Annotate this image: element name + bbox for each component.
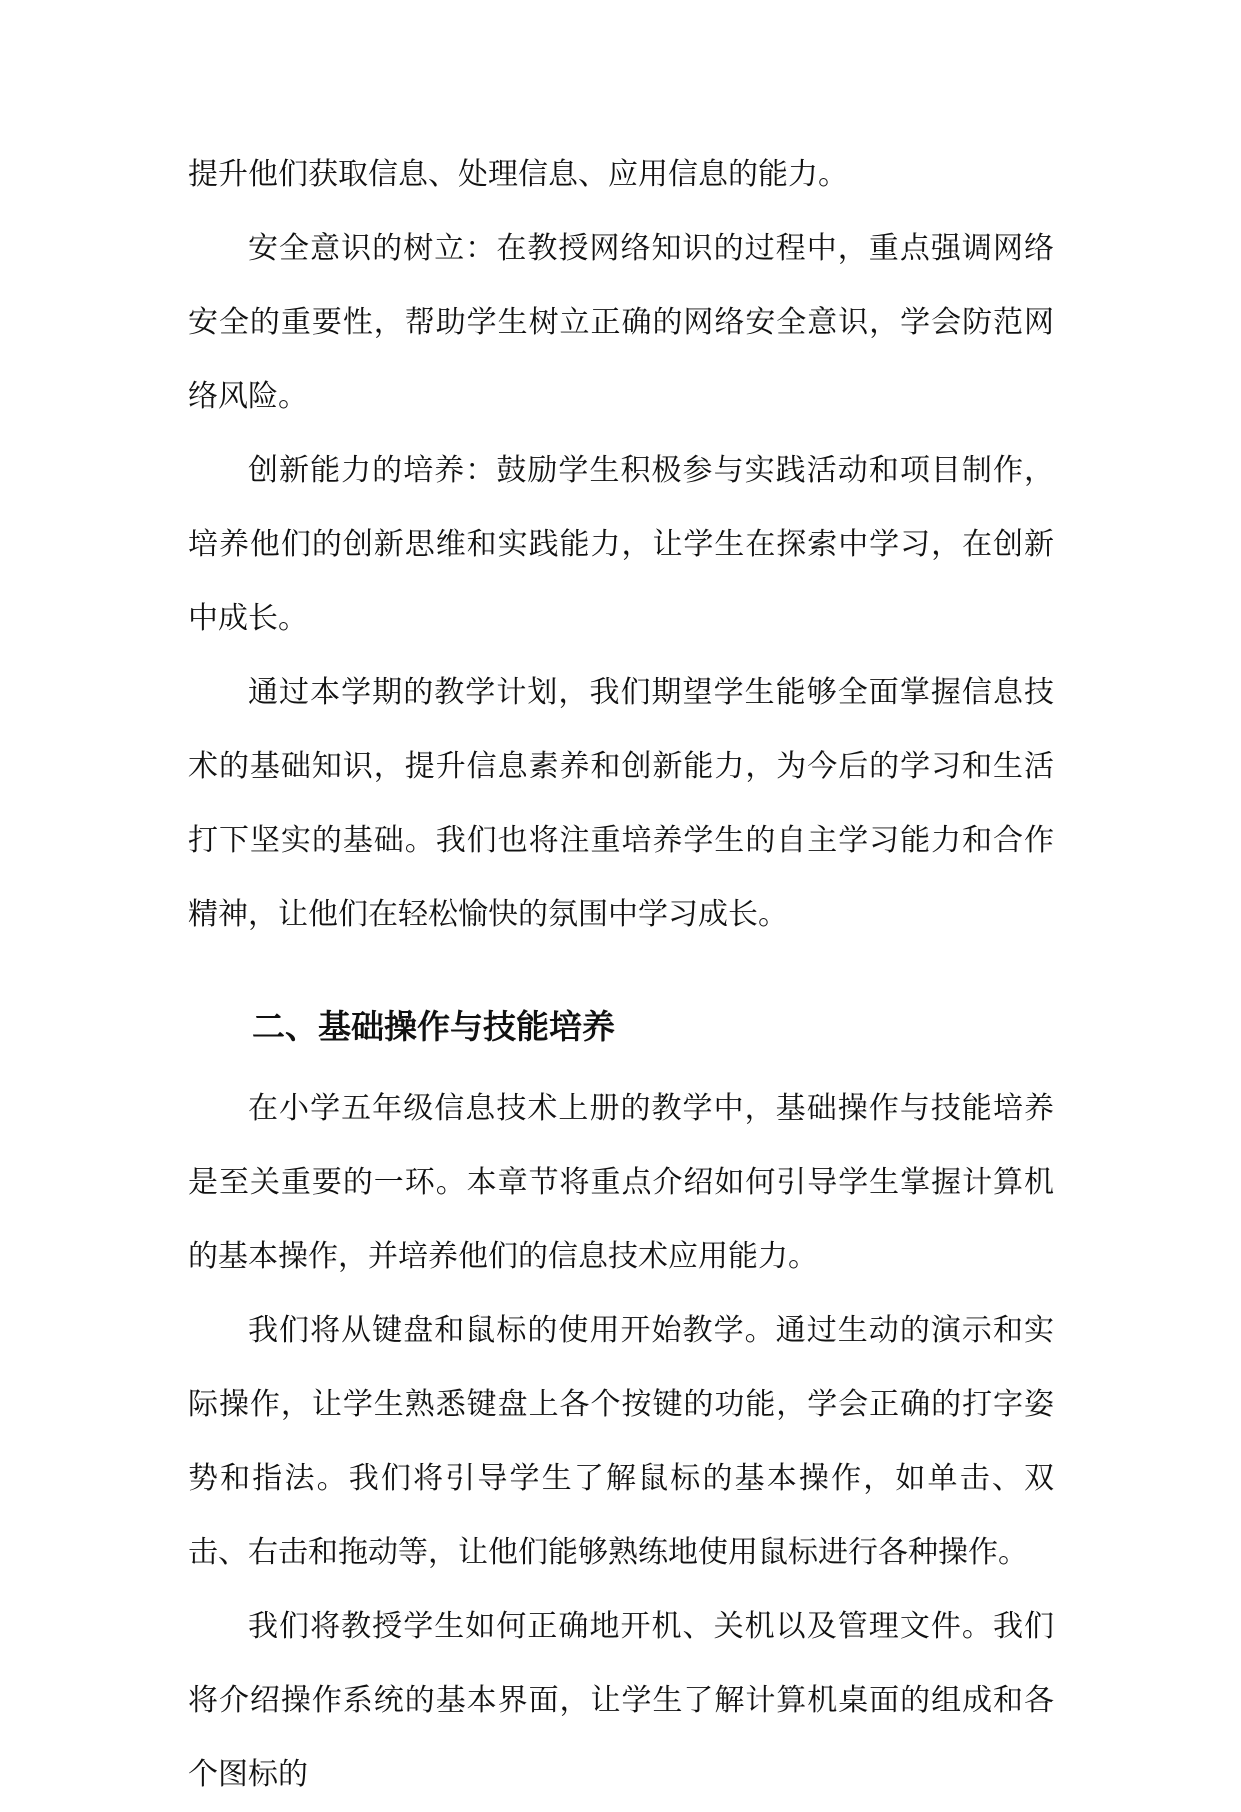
paragraph: 安全意识的树立：在教授网络知识的过程中，重点强调网络安全的重要性，帮助学生树立正确的网络安全意识，学会防范网络风险。 xyxy=(188,231,1054,414)
paragraph: 通过本学期的教学计划，我们期望学生能够全面掌握信息技术的基础知识，提升信息素养和创新能力，为今后的学习和生活打下坚实的基础。我们也将注重培养学生的自主学习能力和合作精神，让他们在轻松愉快的氛围中学习成长。 xyxy=(188,675,1054,932)
paragraph: 创新能力的培养：鼓励学生积极参与实践活动和项目制作，培养他们的创新思维和实践能力，让学生在探索中学习，在创新中成长。 xyxy=(188,453,1054,636)
paragraph: 我们将从键盘和鼠标的使用开始教学。通过生动的演示和实际操作，让学生熟悉键盘上各个按键的功能，学会正确的打字姿势和指法。我们将引导学生了解鼠标的基本操作，如单击、双击、右击和拖动等，让他们能够熟练地使用鼠标进行各种操作。 xyxy=(188,1313,1054,1570)
paragraph: 提升他们获取信息、处理信息、应用信息的能力。 xyxy=(188,157,848,192)
section-heading: 二、基础操作与技能培养 xyxy=(252,1007,615,1046)
document-body xyxy=(188,138,1054,1812)
paragraph: 我们将教授学生如何正确地开机、关机以及管理文件。我们将介绍操作系统的基本界面，让学生了解计算机桌面的组成和各个图标的 xyxy=(188,1609,1054,1792)
paragraph: 在小学五年级信息技术上册的教学中，基础操作与技能培养是至关重要的一环。本章节将重点介绍如何引导学生掌握计算机的基本操作，并培养他们的信息技术应用能力。 xyxy=(188,1091,1054,1274)
